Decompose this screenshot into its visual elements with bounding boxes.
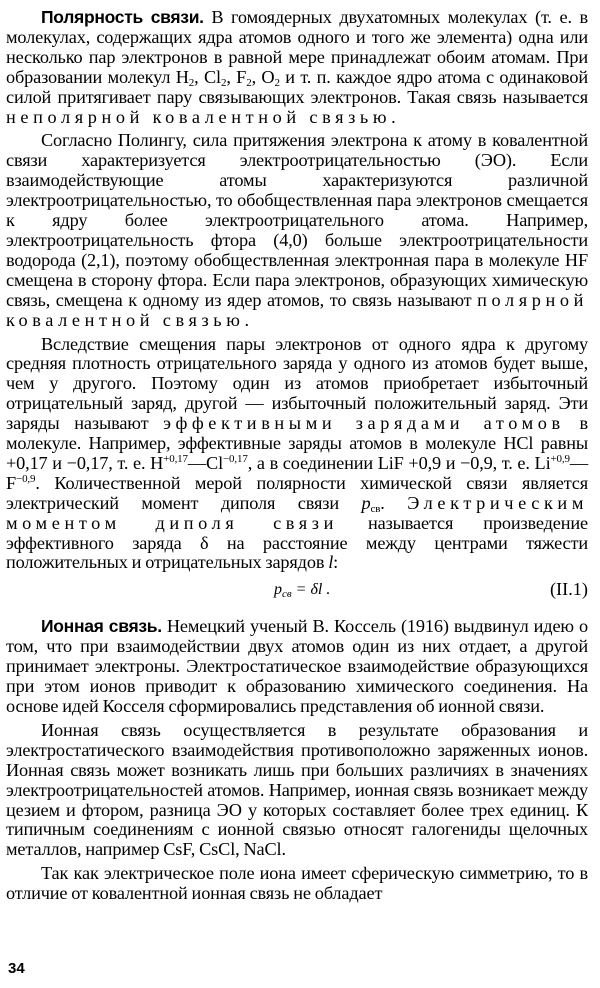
paragraph-effective-charges: Вследствие смещения пары электронов от одного ядра к другому средняя плотность отрицательного заряда у одного из атомов будет выше, чем у другого. Поэтому один из атомов приобретает избыточный отрицательный заряд, другой — избыточный положительный заряд. Эти заряды называют эффективными зарядами атомов в молекуле. Например, эффективные заряды атомов в молекуле HCl равны +0,17 и −0,17, т. е. $H^{+0,17}—Cl^{-0,17}$, а в соединении LiF +0,9 и −0,9, т. е. $Li^{+0,9}—F^{-0,9}$. Количественной мерой полярности химической связи является электрический момент диполя связи $p_{св}$. Электрическим моментом диполя связи называется произведение эффективного заряда δ на расстояние между центрами тяжести положительных и отрицательных зарядов l: [6,333,588,573]
page-number: 34 [8,960,25,977]
section-heading-ionic: Ионная связь. [41,616,162,637]
paragraph-pauling: Согласно Полингу, сила притяжения электрона к атому в ковалентной связи характеризуется электроотрицательностью (ЭО). Если взаимодействующие атомы характеризуются различной электроотрицательностью, то обобществленная пара электронов смещается к ядру более электроотрицательного атома. Например, электроотрицательность фтора (4,0) больше электроотрицательности водорода (2,1), поэтому обобществленная электронная пара в молекуле HF смещена в сторону фтора. Если пара электронов, образующих химическую связь, смещена к одному из ядер атомов, то связь называют полярной ковалентной связью. [6,130,588,330]
formula-number: (II.1) [549,579,588,600]
formula-II-1 [6,579,588,605]
section-heading-polarity: Полярность связи. [41,7,204,27]
formula-expression: $p_{св} = \delta l$ . [274,581,331,601]
paragraph-polarity: Полярность связи. В гомоядерных двухатомных молекулах (т. е. в молекулах, содержащих ядра атомов одного и того же элемента) одна или несколько пар электронов в равной мере принадлежат обоим атомам. При образовании молекул $H_2$, $Cl_2$, $F_2$, $O_2$ и т. п. каждое ядро атома с одинаковой силой притягивает пару связывающих электронов. Такая связь называется неполярной ковалентной связью. [6,7,588,127]
spaced-term-effective-charges: эффективными зарядами атомов [163,413,565,434]
spaced-term-nonpolar: неполярной ковалентной связью [6,106,392,127]
paragraph-ionic-symmetry: Так как электрическое поле иона имеет сферическую симметрию, то в отличие от ковалентной ионная связь не обладает [6,863,588,904]
spaced-term-polar: полярной ковалентной связью [6,289,588,330]
dipole-symbol: p [361,492,371,513]
paragraph-ionic-formation: Ионная связь осуществляется в результате образования и электростатического взаимодействия противоположно заряженных ионов. Ионная связь может возникать лишь при больших различиях в значениях электроотрицательностей атомов. Например, ионная связь возникает между цезием и фтором, разница ЭО у которых составляет более трех единиц. К типичным соединениям с ионной связью относят галогениды щелочных металлов, например CsF, CsCl, NaCl. [6,719,588,860]
spaced-term-dipole-moment: Электрическим моментом диполя связи [6,492,588,533]
paragraph-ionic-bond: Ионная связь. Немецкий ученый В. Коссель (1916) выдвинул идею о том, что при взаимодействии двух атомов один из них отдает, а другой принимает электроны. Электростатическое взаимодействие образующихся при этом ионов приводит к образованию химического соединения. На основе идей Косселя сформировались представления об ионной связи. [6,616,588,716]
